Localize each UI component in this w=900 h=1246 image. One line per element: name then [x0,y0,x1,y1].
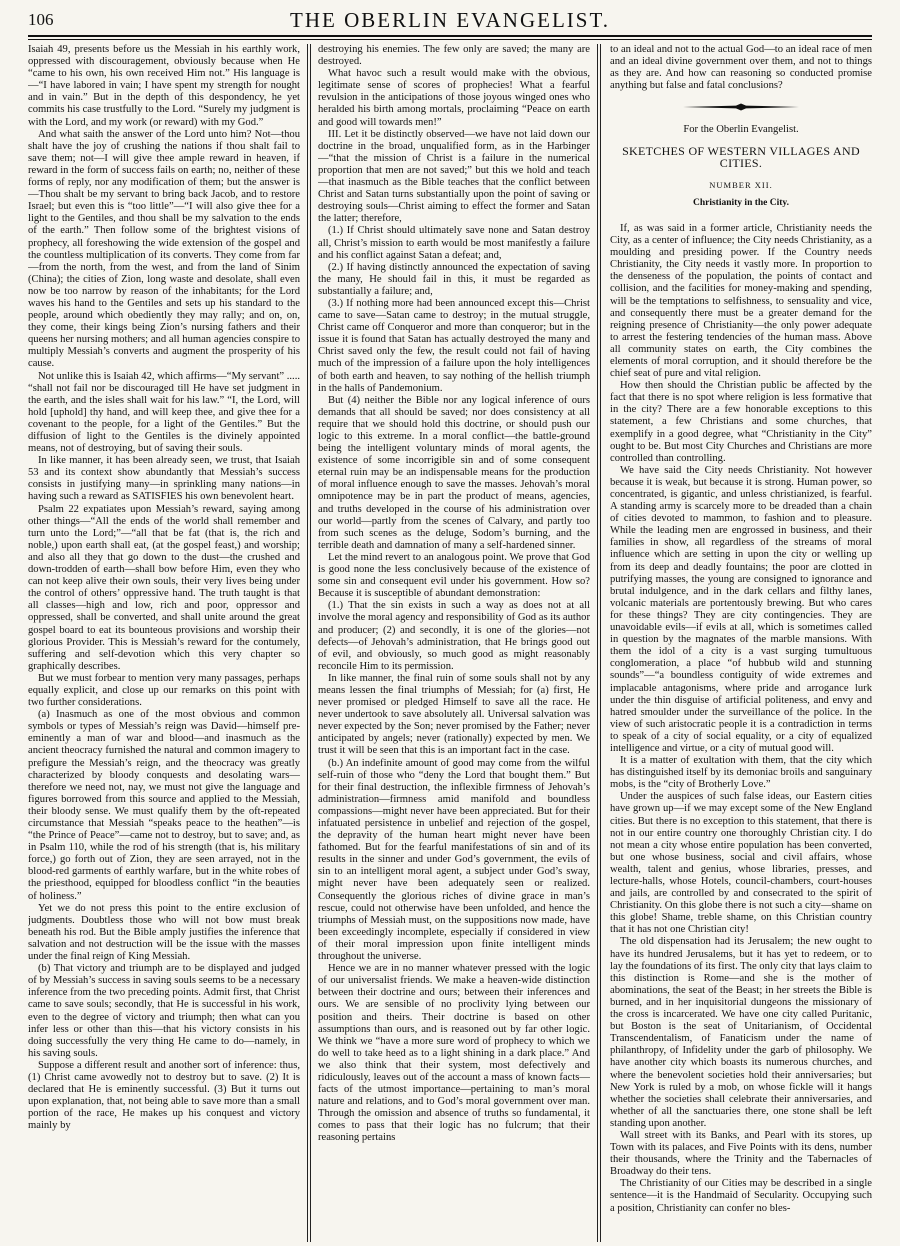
paragraph: But we must forbear to mention very many passages, perhaps equally explicit, and close up our remarks on this point with two further considerations. [28,672,300,709]
paragraph: We have said the City needs Christianity. Not however because it is weak, but because it is strong. Human power, so concentrated, is gigantic, and unless christianized, is fearful. A standing army is scarcely more to be dreaded than a chain of cities devoted to mammon, to fashion and to pleasure. While the leading men are engrossed in business, and their families in show, all regardless of the streams of moral influence which are setting in upon the city or welling up from its deep and deadly fountains; the poor are clotted in putrifying masses, the young are consigned to ignorance and brutal indulgence, and in the dark cellars and filthy lanes, volcanic materials are portentously brewing. But who cares for these things? They are city contingencies. They are unavoidable evils—if evils at all, which is sometimes called in question by the magnates of the marble mansions. With them the idol of a city is a vast surging tumultuous conglomeration, a place “of hubbub wild and stunning sounds”—“a boundless contiguity of wide extremes and implacable antagonisms, where pride and arrogance lurk under the thin disguise of artificial politeness, and envy and hatred smoulder under the surveillance of the police. In the view of such aristocratic people it is a contradiction in terms to speak of a city of social equality, or a city of equalized intelligence and virtue, or a city of mutual good will. [610,464,872,754]
byline-note: For the Oberlin Evangelist. [683,124,799,136]
paragraph: (b) That victory and triumph are to be displayed and judged of by Messiah’s success in saving souls seems to be a necessary inference from the two preceding points. Admit first, that Christ came to save souls; secondly, that He is successful in his work, even to the degree of victory and triumph; then what can you infer less or other than this—that his victory consists in his doing successfully the very thing He came to do—namely, in his saving souls. [28,963,300,1059]
paragraph: (3.) If nothing more had been announced except this—Christ came to save—Satan came to destroy; in the mutual struggle, Christ came off Conqueror and more than conqueror; but in the issue it is found that Satan has actually destroyed the many and Christ saved only the few, the result could not fail of having much of the impression of a failure upon the holy intelligences of both earth and heaven, to say nothing of the hellish triumph in the halls of Pandemonium. [318,297,590,394]
column-2 [318,44,590,1242]
article-subtitle: Christianity in the City. [692,197,790,208]
paragraph: In like manner, it has been already seen, we trust, that Isaiah 53 and its context show abundantly that Messiah’s success consists in justifying many—in sprinkling many nations—in having such a reward as SATISFIES his own benevolent heart. [28,455,300,503]
header-rule-thin [28,39,872,40]
paragraph: destroying his enemies. The few only are saved; the many are destroyed. [318,44,590,68]
section-ornament [610,102,872,116]
paragraph: (b.) An indefinite amount of good may come from the wilful self-ruin of those who “deny the Lord that bought them.” But for their final destruction, the inflexible firmness of Jehovah’s administration—firmness amid manifold and boundless compassions—might never have been appreciated. But for their infatuated persistence in unbelief and rejection of the gospel, the depravity of the human heart might never have been fathomed. But for the fearful manifestations of sin and of its results in the sinner and under God’s government, the evils of sin to an intelligent moral agent, a subject under God’s sway, might never have been adequately seen or realized. Consequently the glorious riches of divine grace in man’s rescue, could not otherwise have been unfolded, and hence the triumphs of Messiah must, on the suppositions now made, have been exceedingly incomplete, especially if considered in view of their moral impression upon finite intelligent minds throughout the universe. [318,757,590,963]
paragraph: It is a matter of exultation with them, that the city which has distinguished itself by its demoniac broils and sanguinary mobs, is the “city of Brotherly Love.” [610,755,872,791]
column-divider [310,44,311,1242]
paragraph: Let the mind revert to an analogous point. We prove that God is good none the less conclusively because of the existence of some sin and consequent evil under his government. How so? Because it is susceptible of abundant demonstration: [318,551,590,600]
paragraph: to an ideal and not to the actual God—to an ideal race of men and an ideal divine government over them, and not to things as they are. And how can reasoning so conducted promise anything but false and fatal conclusions? [610,44,872,92]
column-divider [597,44,598,1242]
paragraph: But (4) neither the Bible nor any logical inference of ours demands that all should be saved; nor does consistency at all require that we should hold this doctrine, or should push our logic to this extreme. In a moral conflict—the battle-ground being the intelligent voluntary minds of moral agents, the existence of some incorrigible sin and of some consequent eternal ruin may be an indispensable means for the production of moral influence enough to save the masses. Jehovah’s moral omnipotence may be in part the product of means, agencies, and truths developed in the course of his administration over our world—partly from the scenes of Calvary, and partly too from such scenes as the deluge, Sodom’s burning, and the terrible death and damnation of many a self-hardened sinner. [318,394,590,551]
paragraph: And what saith the answer of the Lord unto him? Not—thou shalt have the joy of crushing the nations if thou shalt fail to save them; not—I will give thee ample reward in heaven, if reward in the form of success fails on earth; no, neither of these forms of reply, nor any modification of them; but the answer is—Thou shalt be my servant to bring back Jacob, and to restore Israel; but even this is “too little”—“I will also give thee for a light to the Gentiles, and thou shall be my salvation to the ends of the earth.” Then follow some of the brightest visions of prophecy, all foreshowing the wide extension of the gospel and the countless multiplication of its converts. They come from far—from the north, from the west, and from the land of Sinim (China); the cities of Zion, long waste and desolate, shall even now be too narrow by reason of the inhabitants; for the Lord waves his hand to the Gentiles and sets up his standard to the people, around which obediently they may rally; and on, on, they come, their kings being Zion’s nursing fathers and their queens her nursing mothers; and all human agencies conspire to multiply Messiah’s converts and augment the prosperity of his cause. [28,128,300,370]
paragraph: Hence we are in no manner whatever pressed with the logic of our universalist friends. We make a heaven-wide distinction between their doctrine and ours; between their inferences and ours. We are sensible of no proclivity lying between our position and theirs. Their doctrine is based on other assumptions than ours, and is reasoned out by far other logic. We think we “have a more sure word of prophecy to which we do well to take heed as to a light shining in a dark place.” And we also think that their system, most defectively and ridiculously, leaves out of the account a mass of known facts—facts of the utmost importance—pertaining to man’s moral nature and relations, and to God’s moral government over man. Through the omission and absence of truths so fundamental, it comes to pass that their logic has no fulcrum; that their reasoning pertains [318,963,590,1144]
paragraph: What havoc such a result would make with the obvious, legitimate sense of scores of prophecies! What a fearful revulsion in the anticipations of those joyous winged ones who heralded his birth among mortals, proclaiming “Peace on earth and good will towards men!” [318,68,590,128]
section-title: SKETCHES OF WESTERN VILLAGES AND CITIES. [622,143,860,170]
paragraph: If, as was said in a former article, Christianity needs the City, as a center of influence; the City needs Christianity, as a moulding and presiding power. If the Country needs Christianity, the City needs it vastly more. In proportion to the denseness of the population, the points of contact and collision, and the facilities for money-making and spending, will be the temptations to selfishness, to sensuality and vice, and consequently there must be a greater demand for the reigning presence of Christianity—the only power adequate to arrest the festering tendencies of the human mass. Above all community states on earth, the City combines the elements of moral corruption, and it should therefore be the chief seat of pure and vital religion. [610,222,872,380]
paragraph: III. Let it be distinctly observed—we have not laid down our doctrine in the broad, unqualified form, as in the Harbinger—“that the mission of Christ is a failure in the numerical proportion that men are not saved;” but this we hold and teach—that inasmuch as the Bible teaches that the conflict between Christ and Satan turns substantially upon the point of saving or destroying souls—Christ aiming to effect the former and Satan the latter; therefore, [318,128,590,225]
column-divider [307,44,308,1242]
paragraph: (a) Inasmuch as one of the most obvious and common symbols or types of Messiah’s reign was David—himself pre-eminently a man of war and blood—and inasmuch as the ancient theocracy furnished the natural and common imagery to prefigure the Messiah’s reign, and the theocracy was greatly characterized by bloody conquests and desolating wars—therefore we need not, nay, we must not give the language and figures borrowed from this source and applied to the Messiah, their bloody sense. We must qualify them by the oft-repeated circumstance that Messiah “speaks peace to the heathen”—is “the Prince of Peace”—came not to destroy, but to save; and, as in Psalm 110, while the rod of his strength (that is, his military force,) go forth out of Zion, they are seen arrayed, not in the blood-red garments of earthly warfare, but in the white robes of the priesthood, equipped for bloodless conflict “in the beauties of holiness.” [28,709,300,902]
paragraph: (2.) If having distinctly announced the expectation of saving the many, He should fail in this, it must be regarded as substantially a failure; and, [318,261,590,297]
header-rule [28,35,872,37]
paragraph: In like manner, the final ruin of some souls shall not by any means lessen the final triumphs of Messiah; for (a) first, He never promised or pledged Himself to save all the race. He never undertook to save absolutely all. Universal salvation was never expected by the Son; never promised by the Father; never anticipated by angels; never (rationally) expected by men. We trust it will be seen that this is an important fact in the case. [318,672,590,757]
paragraph: Yet we do not press this point to the entire exclusion of judgments. Doubtless those who will not bow must break beneath his rod. But the Bible amply justifies the inference that salvation and not destruction will be the issue with the masses under the final reign of King Messiah. [28,902,300,963]
page-number: 106 [28,10,54,29]
paragraph: Wall street with its Banks, and Pearl with its stores, up Town with its palaces, and Five Points with its dens, number their thousands, where the Trinity and the Tabernacles of Broadway do their tens. [610,1129,872,1178]
paragraph: How then should the Christian public be affected by the fact that there is no spot where religion is less formative that in the city? There are a few honorable exceptions to this statement, a few Christians and some churches, that exemplify in a good degree, what “Christianity in the City” ought to be. But most City Churches and Christians are more controlled than controlling. [610,380,872,464]
divider-ornament-icon [681,102,801,112]
paragraph: (1.) If Christ should ultimately save none and Satan destroy all, Christ’s mission to earth would be most manifestly a failure and his conflict against Satan a defeat; and, [318,225,590,261]
paragraph: Suppose a different result and another sort of inference: thus, (1) Christ came avowedly not to destroy but to save. (2) It is declared that He is eminently successful. (3) But it turns out upon explanation, that, not being able to save more than a small portion of the race, He makes up his conquest and victory mainly by [28,1059,300,1132]
page-header [28,4,872,34]
section-number: NUMBER XII. [709,179,773,190]
masthead-title: THE OBERLIN EVANGELIST. [290,8,610,32]
column-1 [28,44,300,1242]
paragraph: The Christianity of our Cities may be described in a single sentence—it is the Handmaid of Secularity. Occupying such a position, Christianity can confer no bles- [610,1178,872,1214]
paragraph: Psalm 22 expatiates upon Messiah’s reward, saying among other things—“All the ends of the world shall remember and turn unto the Lord;”—“all that be fat (that is, the rich and noble,) upon earth shall eat, (at the gospel feast,) and worship; and also all they that go down to the dust—the crushed and down-trodden of earth—shall bow before Him, even they who can not keep alive their own souls, their very lives being under the control of others’ oppressive hand. The truth taught is that all classes—high and low, rich and poor, oppressor and oppressed, shall be converted, and shall unite around the great gospel board to eat its bounteous provisions and worship their glorious Provider. This is Messiah’s reward for the contumely, suffering and self-devotion which this very chapter so graphically describes. [28,503,300,672]
paragraph: Not unlike this is Isaiah 42, which affirms—“My servant” ..... “shall not fail nor be discouraged till He have set judgment in the earth, and the isles shall wait for his law.” “I, the Lord, will hold [uphold] thy hand, and will keep thee, and give thee for a covenant to the people, for a light of the Gentiles.” But the diffusion of light to the Gentiles is the divinely appointed means, not of destroying, but of saving their souls. [28,370,300,455]
column-divider [600,44,601,1242]
paragraph: Isaiah 49, presents before us the Messiah in his earthly work, oppressed with discouragement, obviously because when He “came to his own, his own received Him not.” His language is—“I have labored in vain; I have spent my strength for nought and in vain.” But in the depth of this despondency, he yet commits his case trustfully to the Lord. “Surely my judgment is with the Lord, and my work (or reward) with my God.” [28,44,300,128]
column-3 [610,44,872,1242]
paragraph: Under the auspices of such false ideas, our Eastern cities have grown up—if we may except some of the New England cities. But there is no exception to this statement, that there is not in our entire country one thoroughly Christian city. I do not mean a city whose entire population has been converted, but one whose business, social and civil affairs, whose wealth, talent and genius, whose libraries, presses, and lecture-halls, whose Hotels, council-chambers, court-houses and jails, are controlled by and consecrated to the spirit of Christianity. On this globe there is not such a city—shame on this globe! Shame, treble shame, on this Christian country that it has not one Christian city! [610,791,872,936]
paragraph: (1.) That the sin exists in such a way as does not at all involve the moral agency and responsibility of God as its author and producer; (2) and secondly, it is one of the glories—not defects—of Jehovah’s administration, that He brings good out of evil, and obviously, so much good as might reasonably reconcile Him to its permission. [318,600,590,672]
paragraph: The old dispensation had its Jerusalem; the new ought to have its hundred Jerusalems, but it has yet to redeem, or to lay the foundations of its first. The only city that lays claim to this distinction is Rome—and she is the mother of abominations, the seat of the Beast; in her streets the Bible is burned, and in her inquisitorial dungeons the missionary of the cross is incarcerated. We have one city called Puritanic, but Boston is the seat of Unitarianism, of Occidental Transcendentalism, of Fanaticism under the name of philanthropy, of Infidelity under the garb of philosophy. We have another city which boasts its numerous churches, and where the benevolent societies hold their anniversaries; but New York is ruled by a mob, on whose fickle will it hangs whether the societies shall celebrate their anniversaries, and whether of all the sanctuaries there, one stone shall be left standing upon another. [610,936,872,1129]
